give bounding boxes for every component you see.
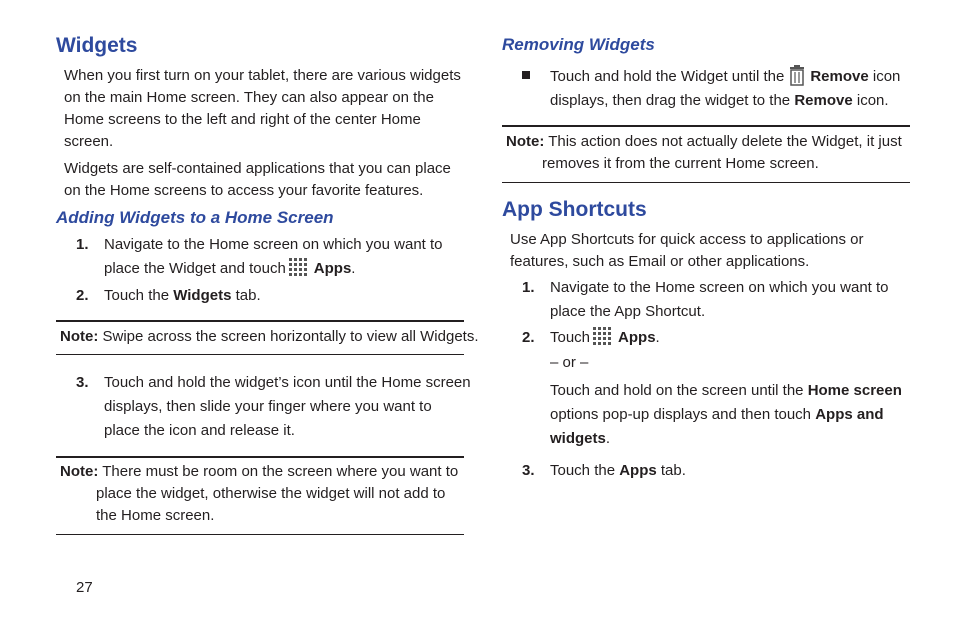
text-span: . <box>351 260 356 277</box>
note-text: Swipe across the screen horizontally to view all Widgets. <box>98 328 479 345</box>
widgets-intro-1 <box>64 65 461 153</box>
text-line: place the icon and release it. <box>104 422 295 439</box>
text-line <box>550 427 910 451</box>
apps-label: Apps <box>618 329 656 346</box>
text-line: place the widget, otherwise the widget will not add to <box>96 485 446 502</box>
apps-label: Apps <box>619 462 657 479</box>
text-span: tab. <box>231 287 261 304</box>
apps-grid-icon <box>592 326 614 346</box>
text-line <box>104 257 484 281</box>
text-line <box>104 284 484 308</box>
text-span: . <box>605 430 611 447</box>
text-line <box>550 64 910 89</box>
text-line: on the main Home screen. They can also appear on the <box>64 89 434 106</box>
text-line: When you first turn on your tablet, there are various widgets <box>64 67 461 84</box>
note-label: Note: <box>60 463 99 480</box>
text-line: Use App Shortcuts for quick access to applications or <box>510 231 864 248</box>
trash-remove-icon <box>788 64 806 86</box>
text-line <box>550 403 910 427</box>
apps-and-widgets-label: widgets <box>550 430 606 447</box>
widgets-intro-2 <box>64 158 451 202</box>
note-label: Note: <box>506 133 545 150</box>
text-line <box>550 379 910 403</box>
text-span: displays, then drag the widget to the <box>550 92 795 109</box>
note-text: This action does not actually delete the Widget, it just <box>544 133 902 150</box>
note-text: There must be room on the screen where you want to <box>98 463 459 480</box>
step-number: 2. <box>76 287 89 304</box>
remove-label: Remove <box>794 92 853 109</box>
widgets-label: Widgets <box>173 287 232 304</box>
note-rule-bottom <box>56 354 464 355</box>
note-rule-top <box>502 125 910 127</box>
text-line: Navigate to the Home screen on which you want to <box>550 279 889 296</box>
text-line: the Home screen. <box>96 507 215 524</box>
text-span: Touch the <box>550 462 620 479</box>
text-line <box>550 459 910 483</box>
text-line <box>60 461 458 483</box>
text-line <box>506 131 902 153</box>
text-span: icon <box>868 68 901 85</box>
square-bullet-icon <box>522 71 530 79</box>
apps-grid-icon <box>288 257 310 277</box>
text-span: options pop-up displays and then touch <box>550 406 816 423</box>
text-span: Touch the <box>104 287 174 304</box>
note-swipe <box>60 326 479 348</box>
text-line: Navigate to the Home screen on which you want to <box>104 236 443 253</box>
step-number: 3. <box>76 374 89 391</box>
app-shortcuts-heading: App Shortcuts <box>502 198 647 221</box>
text-line <box>550 89 910 113</box>
apps-label: Apps <box>313 260 352 277</box>
text-line: Widgets are self-contained applications that you can place <box>64 160 451 177</box>
text-span: . <box>655 329 660 346</box>
app-shortcuts-intro <box>510 229 864 273</box>
remove-label: Remove <box>810 68 869 85</box>
page-number: 27 <box>76 579 93 596</box>
apps-and-widgets-label: Apps and <box>815 406 884 423</box>
text-span: tab. <box>656 462 686 479</box>
adding-widgets-heading: Adding Widgets to a Home Screen <box>56 208 334 227</box>
text-line: place the App Shortcut. <box>550 303 706 320</box>
step-number: 2. <box>522 329 535 346</box>
text-span: Touch and hold on the screen until the <box>550 382 808 399</box>
text-line: removes it from the current Home screen. <box>542 155 819 172</box>
note-label: Note: <box>60 328 99 345</box>
text-span: icon. <box>852 92 889 109</box>
note-room <box>60 461 458 527</box>
note-rule-top <box>56 320 464 322</box>
text-span: Touch and hold the Widget until the <box>550 68 785 85</box>
note-not-delete <box>506 131 902 175</box>
step-number: 1. <box>522 279 535 296</box>
remove-widget-instruction <box>550 64 910 113</box>
text-line: Touch and hold the widget’s icon until the Home screen <box>104 374 471 391</box>
text-span: place the Widget and touch <box>104 260 286 277</box>
text-line: on the Home screens to access your favorite features. <box>64 182 424 199</box>
text-span: Touch <box>550 329 591 346</box>
home-screen-label: Home screen <box>807 382 902 399</box>
step-number: 3. <box>522 462 535 479</box>
note-rule-bottom <box>56 534 464 535</box>
or-separator: – or – <box>550 354 589 371</box>
alternative-instruction <box>550 379 910 451</box>
step-number: 1. <box>76 236 89 253</box>
widgets-heading: Widgets <box>56 34 138 57</box>
text-line: screen. <box>64 133 114 150</box>
text-line: Home screens to the left and right of the center Home <box>64 111 421 128</box>
text-line: features, such as Email or other applications. <box>510 253 810 270</box>
text-line <box>550 326 910 350</box>
note-rule-top <box>56 456 464 458</box>
removing-widgets-heading: Removing Widgets <box>502 35 655 54</box>
text-line: displays, then slide your finger where you want to <box>104 398 432 415</box>
note-rule-bottom <box>502 182 910 183</box>
